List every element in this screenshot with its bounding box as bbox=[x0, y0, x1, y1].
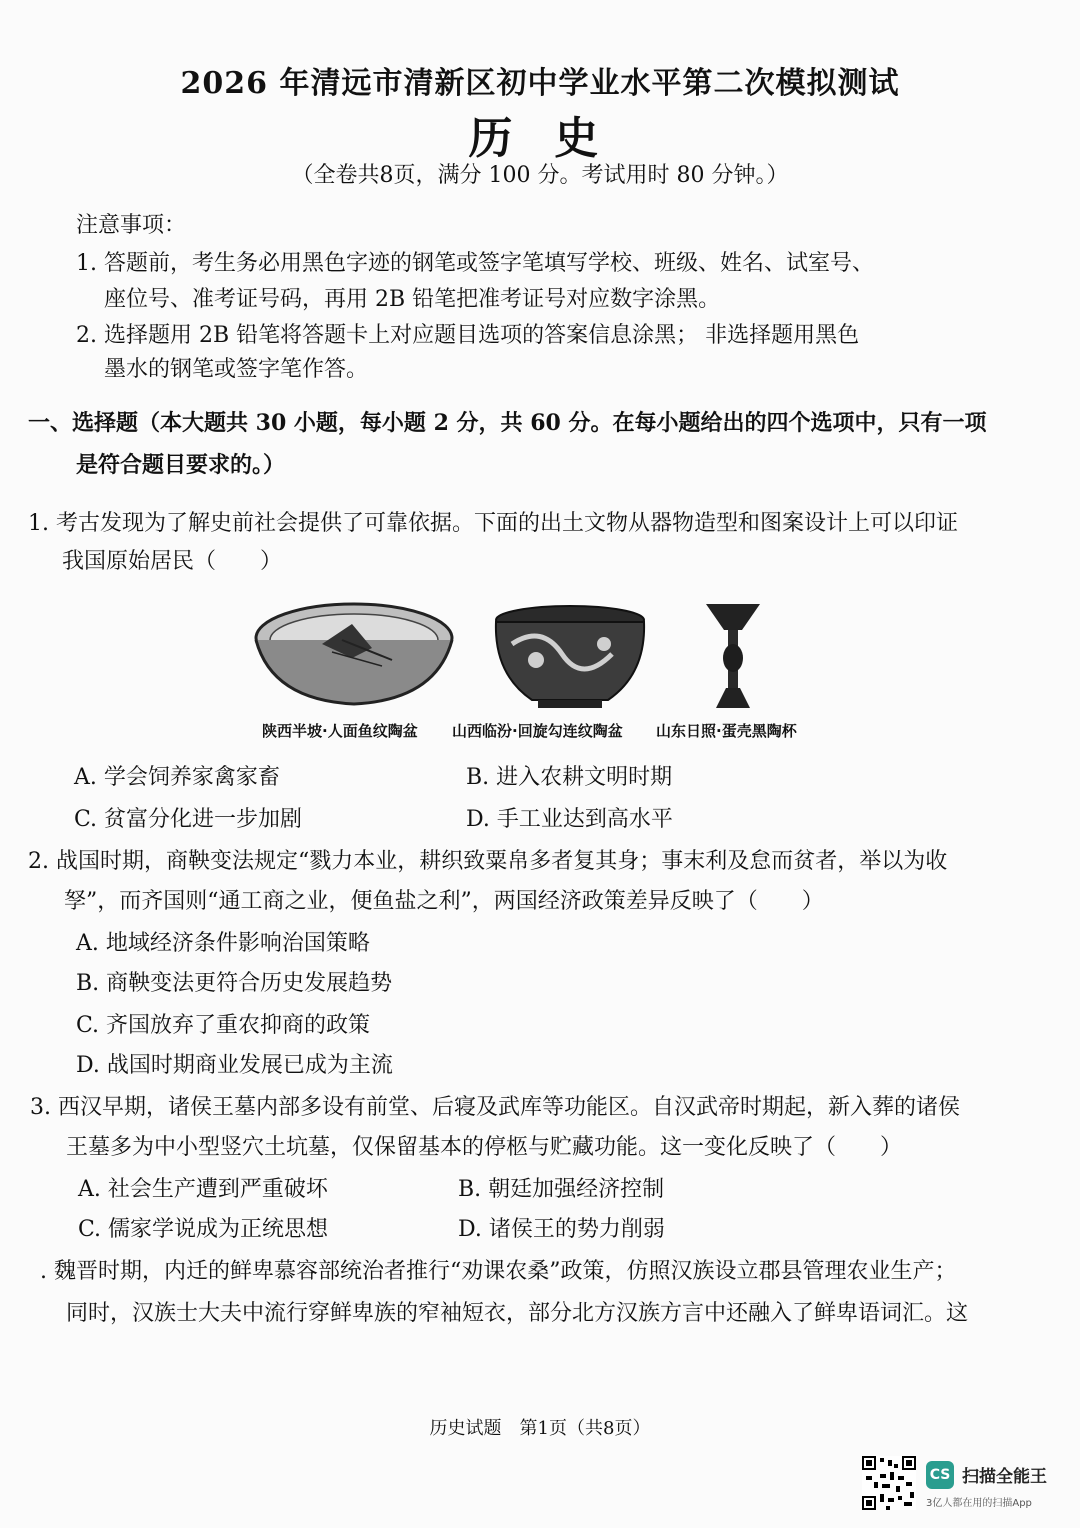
question-2-stem-line-1: 2. 战国时期，商鞅变法规定“戮力本业，耕织致粟帛多者复其身；事末利及怠而贫者，举以为收 bbox=[28, 849, 948, 874]
caption-black-cup: 山东日照·蛋壳黑陶杯 bbox=[656, 722, 797, 740]
notice-item-1-line-2: 座位号、准考证号码，再用 2B 铅笔把准考证号对应数字涂黑。 bbox=[104, 287, 721, 312]
question-3-stem-line-2: 王墓多为中小型竖穴土坑墓，仅保留基本的停柩与贮藏功能。这一变化反映了（ ） bbox=[66, 1135, 903, 1160]
spiral-pattern-basin-image bbox=[492, 604, 648, 712]
q1-option-c: C. 贫富分化进一步加剧 bbox=[74, 807, 303, 832]
q3-option-d: D. 诸侯王的势力削弱 bbox=[458, 1217, 665, 1242]
q1-option-a: A. 学会饲养家禽家畜 bbox=[74, 765, 280, 790]
notice-item-1-line-1: 1. 答题前，考生务必用黑色字迹的钢笔或签字笔填写学校、班级、姓名、试室号、 bbox=[76, 251, 874, 276]
eggshell-black-cup-image bbox=[700, 600, 766, 714]
question-3-stem-line-1: 3. 西汉早期，诸侯王墓内部多设有前堂、后寝及武库等功能区。自汉武帝时期起，新入葬的诸侯 bbox=[30, 1095, 960, 1120]
q3-option-c: C. 儒家学说成为正统思想 bbox=[78, 1217, 329, 1242]
question-4-stem-line-1: . 魏晋时期，内迁的鲜卑慕容部统治者推行“劝课农桑”政策，仿照汉族设立郡县管理农业生产； bbox=[40, 1259, 957, 1284]
q2-option-c: C. 齐国放弃了重农抑商的政策 bbox=[76, 1013, 371, 1038]
question-2-stem-line-2: 孥”，而齐国则“通工商之业，便鱼盐之利”，两国经济政策差异反映了（ ） bbox=[64, 889, 824, 914]
scanner-app-name: 扫描全能王 bbox=[962, 1467, 1047, 1487]
notice-heading: 注意事项： bbox=[76, 213, 187, 238]
question-1-stem-line-1: 1. 考古发现为了解史前社会提供了可靠依据。下面的出土文物从器物造型和图案设计上可以印证 bbox=[28, 511, 958, 536]
scanner-app-tagline: 3亿人都在用的扫描App bbox=[926, 1498, 1032, 1509]
exam-title: 2026 年清远市清新区初中学业水平第二次模拟测试 bbox=[180, 66, 900, 101]
q3-option-a: A. 社会生产遭到严重破坏 bbox=[78, 1177, 328, 1202]
q2-option-d: D. 战国时期商业发展已成为主流 bbox=[76, 1053, 393, 1078]
question-4-stem-line-2: 同时，汉族士大夫中流行穿鲜卑族的窄袖短衣，部分北方汉族方言中还融入了鲜卑语词汇。这 bbox=[66, 1301, 969, 1326]
camscanner-logo-icon: CS bbox=[926, 1461, 954, 1489]
fish-face-basin-image bbox=[252, 600, 456, 710]
q2-option-b: B. 商鞅变法更符合历史发展趋势 bbox=[76, 971, 393, 996]
section-1-heading-line-1: 一、选择题（本大题共 30 小题，每小题 2 分，共 60 分。在每小题给出的四个选项中，只有一项 bbox=[28, 410, 987, 436]
q2-option-a: A. 地域经济条件影响治国策略 bbox=[76, 931, 370, 956]
section-1-heading-line-2: 是符合题目要求的。） bbox=[76, 452, 286, 478]
q1-option-b: B. 进入农耕文明时期 bbox=[466, 765, 673, 790]
question-1-stem-line-2: 我国原始居民（ ） bbox=[62, 549, 283, 574]
qr-code-icon bbox=[862, 1456, 916, 1510]
q3-option-b: B. 朝廷加强经济控制 bbox=[458, 1177, 665, 1202]
notice-item-2-line-2: 墨水的钢笔或签字笔作答。 bbox=[104, 357, 369, 382]
caption-spiral-basin: 山西临汾·回旋勾连纹陶盆 bbox=[452, 722, 623, 740]
exam-scope: （全卷共8页，满分 100 分。考试用时 80 分钟。） bbox=[291, 163, 789, 188]
page-footer: 历史试题 第1页（共8页） bbox=[429, 1418, 651, 1439]
notice-item-2-line-1: 2. 选择题用 2B 铅笔将答题卡上对应题目选项的答案信息涂黑； 非选择题用黑色 bbox=[76, 323, 860, 348]
q1-option-d: D. 手工业达到高水平 bbox=[466, 807, 673, 832]
caption-fish-face-basin: 陕西半坡·人面鱼纹陶盆 bbox=[262, 722, 418, 740]
subject-title: 历 史 bbox=[468, 113, 612, 164]
